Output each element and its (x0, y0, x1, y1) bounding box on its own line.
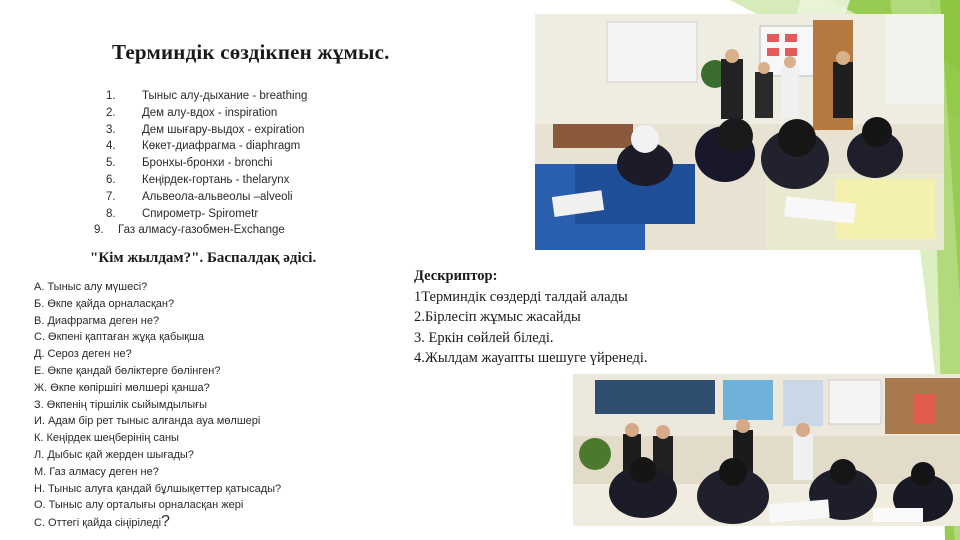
question-item: Д. Сероз деген не? (34, 348, 132, 361)
question-item: О. Тыныс алу орталығы орналасқан жері (34, 499, 244, 512)
question-item: И. Адам бір рет тыныс алғанда ауа мөлшері (34, 415, 261, 428)
descriptor-item: 3. Еркін сөйлей біледі. (414, 329, 554, 346)
descriptor-block (414, 266, 648, 369)
classroom-photo-top (535, 14, 944, 250)
question-item: К. Кеңірдек шеңберінің саны (34, 432, 179, 445)
question-item-last: С. Оттегі қайда сіңіріледі? (34, 513, 170, 531)
descriptor-heading: Дескриптор: (414, 268, 498, 284)
term-item: 8. Спирометр- Spirometr (106, 207, 259, 220)
term-item: 7. Альвеола-альвеолы –alveoli (106, 190, 293, 203)
question-item: Е. Өкпе қандай бөліктерге бөлінген? (34, 364, 221, 377)
method-title: "Кім жылдам?". Баспалдақ әдісі. (90, 250, 317, 266)
question-item: Н. Тыныс алуға қандай бұлшықеттер қатысады? (34, 482, 282, 495)
term-item: 5. Бронхы-бронхи - bronchi (106, 157, 273, 170)
question-item: А. Тыныс алу мүшесі? (34, 281, 148, 293)
descriptor-item: 2.Бірлесіп жұмыс жасайды (414, 309, 581, 325)
question-item: Ж. Өкпе көпіршігі мөлшері қанша? (34, 381, 210, 394)
question-item: М. Газ алмасу деген не? (34, 465, 159, 478)
questions-list (34, 279, 281, 532)
question-mark: ? (161, 513, 170, 531)
descriptor-item: 1Терминдік сөздерді талдай алады (414, 288, 628, 305)
classroom-photo-bottom (573, 374, 960, 526)
term-item: 3. Дем шығару-выдох - expiration (106, 123, 305, 136)
term-item: 1. Тыныс алу-дыхание - breathing (106, 90, 308, 102)
question-item: В. Диафрагма деген не? (34, 314, 160, 327)
classroom-photo-top-image (535, 14, 944, 250)
question-item: С. Өкпені қаптаған жұқа қабықша (34, 331, 204, 344)
term-item: 9. Газ алмасу-газобмен-Exchange (94, 224, 285, 237)
question-item: Л. Дыбыс қай жерден шығады? (34, 448, 194, 461)
slide-title: Терминдік сөздікпен жұмыс. (112, 40, 390, 64)
terms-list (94, 88, 308, 239)
question-item: Б. Өкпе қайда орналасқан? (34, 297, 175, 310)
classroom-photo-bottom-image (573, 374, 960, 526)
term-item: 2. Дем алу-вдох - inspiration (106, 106, 278, 119)
descriptor-item: 4.Жылдам жауапты шешуге үйренеді. (414, 350, 648, 366)
term-item: 6. Кеңірдек-гортань - thelarynx (106, 173, 290, 186)
term-item: 4. Көкет-диафрагма - diaphragm (106, 140, 301, 153)
question-item: З. Өкпенің тіршілік сыйымдылығы (34, 398, 208, 411)
